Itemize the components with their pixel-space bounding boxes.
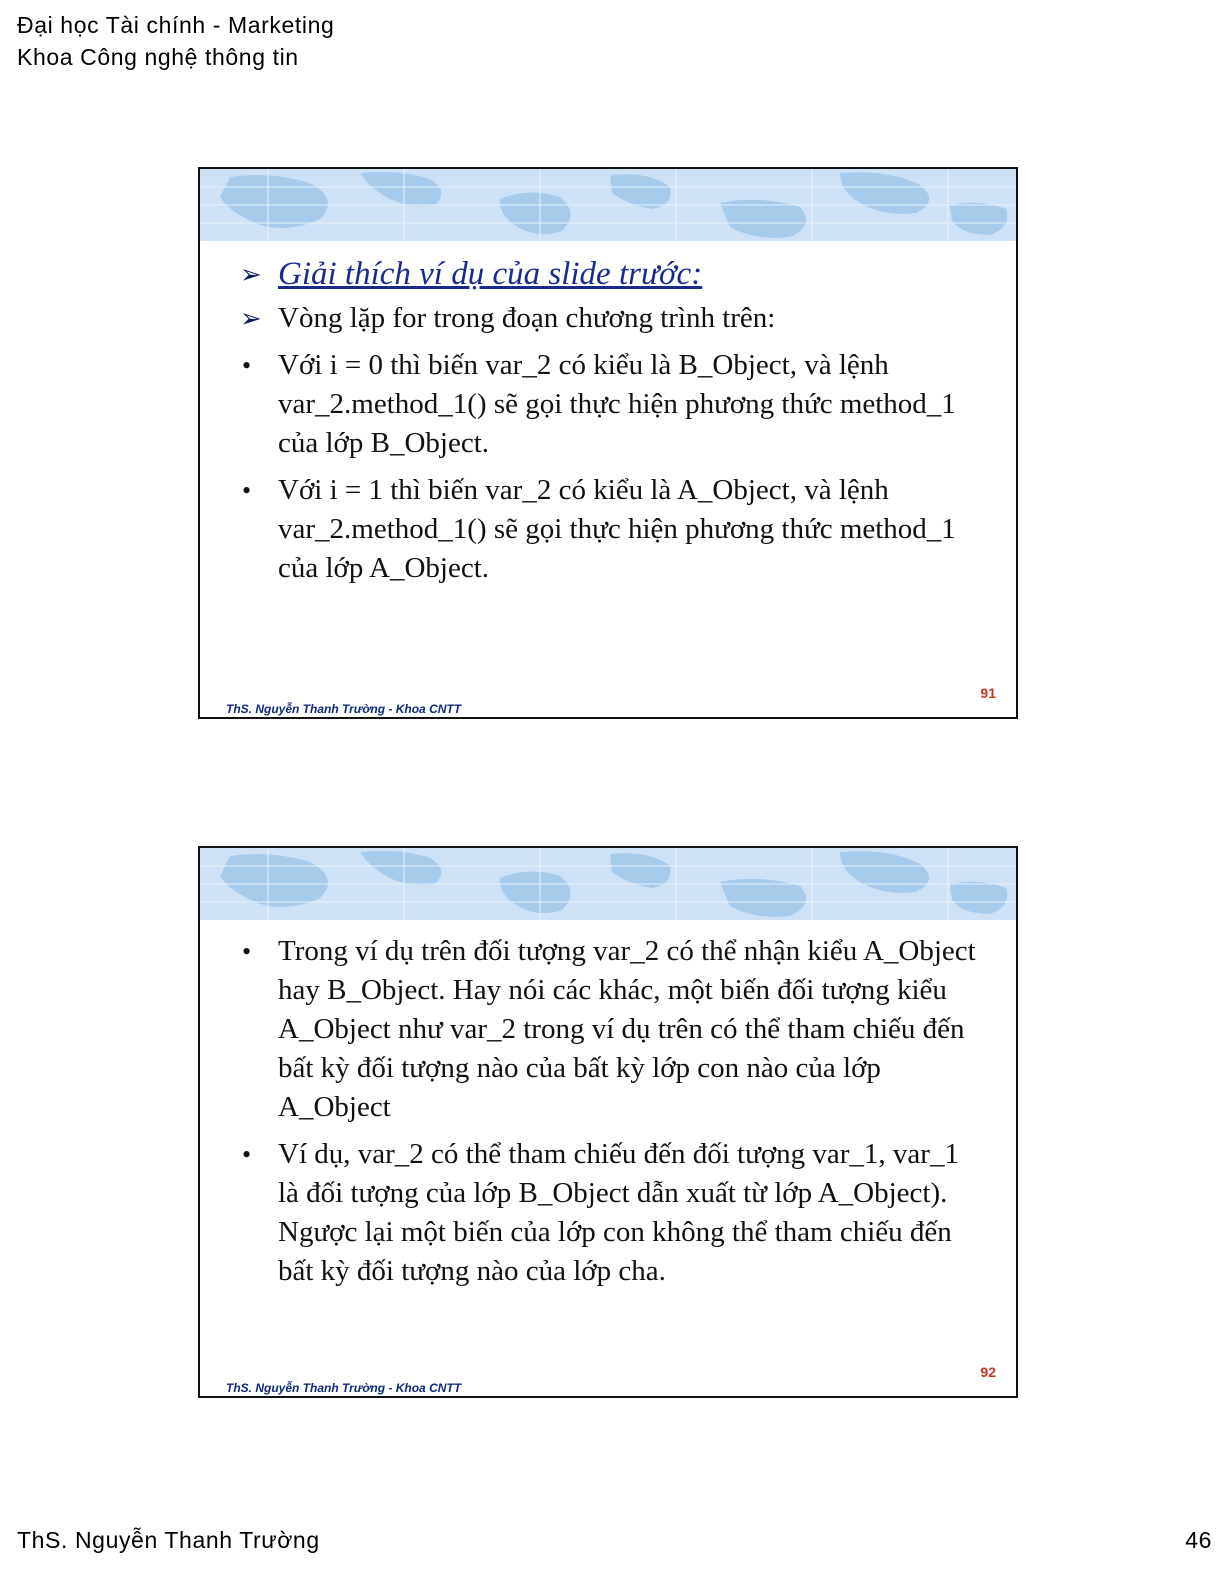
slide-92-content <box>240 932 980 1299</box>
list-item-text: Với i = 0 thì biến var_2 có kiểu là B_Object, và lệnh var_2.method_1() sẽ gọi thực hiện phương thức method_1 của lớp B_Object. <box>278 349 956 459</box>
list-item-text: Vòng lặp for trong đoạn chương trình trên: <box>278 302 776 334</box>
slide-author: ThS. Nguyễn Thanh Trường - Khoa CNTT <box>226 702 462 716</box>
slide-title: Giải thích ví dụ của slide trước: <box>278 256 703 292</box>
slide-91 <box>198 167 1018 719</box>
slide-author: ThS. Nguyễn Thanh Trường - Khoa CNTT <box>226 1381 462 1395</box>
world-map-banner <box>200 169 1016 241</box>
document-header-department: Khoa Công nghệ thông tin <box>17 44 299 70</box>
world-map-banner <box>200 848 1016 920</box>
page-footer-author: ThS. Nguyễn Thanh Trường <box>17 1527 320 1553</box>
dot-bullet-icon: • <box>242 476 252 505</box>
arrow-bullet-icon: ➢ <box>240 260 262 289</box>
arrow-bullet-icon: ➢ <box>240 304 262 333</box>
list-item <box>240 299 980 338</box>
slide-92 <box>198 846 1018 1398</box>
list-item-text: Với i = 1 thì biến var_2 có kiểu là A_Object, và lệnh var_2.method_1() sẽ gọi thực hiện phương thức method_1 của lớp A_Object. <box>278 474 956 584</box>
list-item <box>240 1135 980 1291</box>
list-item <box>240 932 980 1127</box>
list-item-text: Trong ví dụ trên đối tượng var_2 có thể nhận kiểu A_Object hay B_Object. Hay nói các khác, một biến đối tượng kiểu A_Object như var_2 trong ví dụ trên có thể tham chiếu đến bất kỳ đối tượng nào của bất kỳ lớp con nào của lớp A_Object <box>278 935 976 1123</box>
document-header-institution: Đại học Tài chính - Marketing <box>17 12 335 38</box>
slide-number: 92 <box>980 1364 996 1380</box>
slide-title-item <box>240 255 980 295</box>
dot-bullet-icon: • <box>242 1140 252 1169</box>
slide-91-content <box>240 255 980 596</box>
list-item-text: Ví dụ, var_2 có thể tham chiếu đến đối tượng var_1, var_1 là đối tượng của lớp B_Object dẫn xuất từ lớp A_Object). Ngược lại một biến của lớp con không thể tham chiếu đến bất kỳ đối tượng nào của lớp cha. <box>278 1138 959 1287</box>
dot-bullet-icon: • <box>242 937 252 966</box>
dot-bullet-icon: • <box>242 351 252 380</box>
list-item <box>240 346 980 463</box>
slide-number: 91 <box>980 685 996 701</box>
list-item <box>240 471 980 588</box>
page-number: 46 <box>1185 1527 1212 1553</box>
